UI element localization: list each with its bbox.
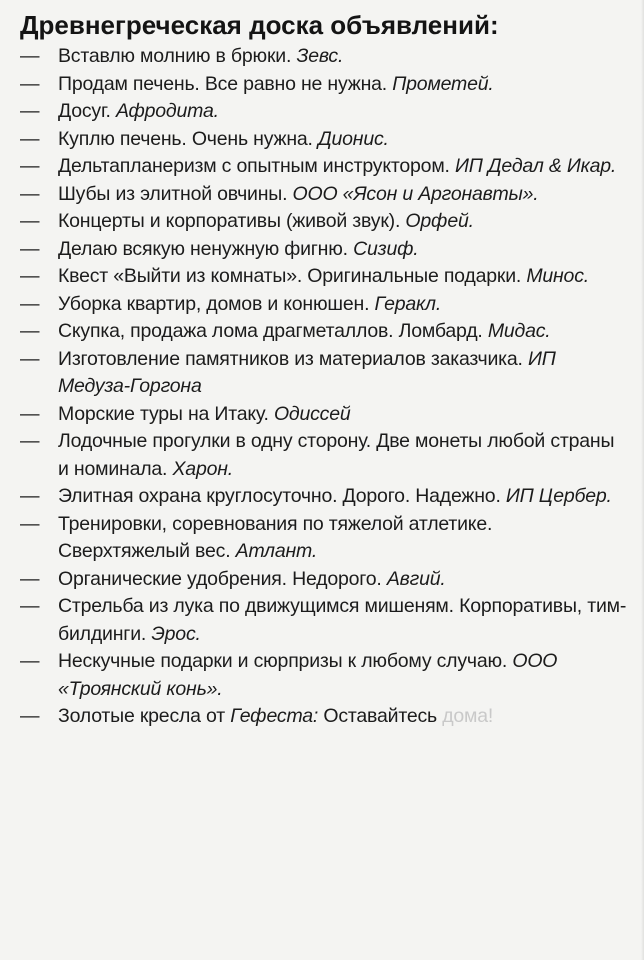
ad-dash: — (20, 100, 40, 122)
ad-dash: — (20, 650, 40, 672)
ad-author: Дионис. (317, 127, 389, 150)
ad-author: Афродита. (115, 100, 219, 122)
ad-author: ООО «Троянский конь». (58, 650, 558, 700)
ad-author: ИП Медуза-Горгона (58, 347, 556, 397)
ad-item (20, 98, 628, 126)
ad-text: Концерты и корпоративы (живой звук). (58, 210, 406, 232)
ad-author: Минос. (526, 265, 589, 287)
ad-item (20, 648, 628, 703)
ad-text: Золотые кресла от (58, 705, 231, 727)
ad-author: Геракл. (374, 292, 442, 315)
ad-dash: — (20, 347, 40, 370)
ad-item (20, 346, 628, 401)
ad-text: Стрельба из лука по движущимся мишеням. Корпоративы, тим-билдинги. (58, 595, 627, 645)
ad-dash: — (20, 705, 40, 727)
ad-tail: Оставайтесь (318, 705, 437, 727)
ad-dash: — (20, 320, 40, 342)
ad-tail-faded: дома! (437, 705, 494, 727)
ad-dash: — (20, 182, 40, 205)
ad-dash: — (20, 127, 40, 150)
ad-text: Уборка квартир, домов и конюшен. (58, 292, 375, 315)
ad-text: Досуг. (58, 100, 116, 122)
ad-dash: — (20, 595, 40, 617)
ad-author: Зевс. (296, 45, 344, 67)
ad-text: Морские туры на Итаку. (58, 402, 274, 425)
ad-author: Орфей. (405, 210, 474, 232)
ad-dash: — (20, 45, 40, 67)
ad-item (20, 291, 628, 319)
ad-author: Мидас. (487, 320, 551, 342)
ad-item (20, 43, 628, 71)
ad-item (20, 483, 628, 511)
ad-dash: — (20, 237, 40, 260)
ad-text: Тренировки, соревнования по тяжелой атлетике. Сверхтяжелый вес. (58, 512, 493, 562)
ad-dash: — (20, 430, 40, 452)
ad-author: Гефеста: (230, 705, 319, 727)
ad-author: Прометей. (392, 72, 494, 95)
ad-item (20, 428, 628, 483)
ad-item (20, 208, 628, 236)
ad-author: Атлант. (235, 540, 318, 562)
ad-author: ИП Цербер. (505, 485, 612, 507)
ad-text: Дельтапланеризм с опытным инструктором. (58, 155, 455, 177)
ad-text: Нескучные подарки и сюрпризы к любому случаю. (58, 650, 513, 672)
ad-author: Одиссей (273, 402, 351, 425)
ad-text: Куплю печень. Очень нужна. (58, 127, 318, 150)
ad-author: Сизиф. (353, 237, 419, 260)
ad-item (20, 71, 628, 99)
ad-item (20, 236, 628, 264)
ad-dash: — (20, 210, 40, 232)
ad-dash: — (20, 402, 40, 425)
ad-text: Шубы из элитной овчины. (58, 182, 293, 205)
ad-author: Авгий. (386, 567, 446, 590)
ad-text: Продам печень. Все равно не нужна. (58, 72, 393, 95)
ad-item (20, 181, 628, 209)
ad-list (20, 43, 628, 731)
ad-author: ИП Дедал & Икар. (454, 155, 617, 177)
ad-item (20, 263, 628, 291)
ad-item (20, 566, 628, 594)
board-title: Древнегреческая доска объявлений: (20, 10, 499, 40)
ad-dash: — (20, 567, 40, 590)
ad-item (20, 318, 628, 346)
ad-author: ООО «Ясон и Аргонавты». (292, 182, 539, 205)
ad-dash: — (20, 265, 40, 287)
ad-item (20, 401, 628, 429)
ad-text: Вставлю молнию в брюки. (58, 45, 297, 67)
ad-text: Элитная охрана круглосуточно. Дорого. Надежно. (58, 485, 506, 507)
ad-item (20, 511, 628, 566)
ad-text: Делаю всякую ненужную фигню. (58, 237, 354, 260)
ad-dash: — (20, 155, 40, 177)
ad-item (20, 153, 628, 181)
ad-author: Эрос. (151, 622, 201, 645)
ad-text: Органические удобрения. Недорого. (58, 567, 387, 590)
ad-dash: — (20, 72, 40, 95)
ad-author: Харон. (172, 457, 233, 480)
ad-text: Лодочные прогулки в одну сторону. Две монеты любой страны и номинала. (58, 430, 615, 480)
ad-item (20, 593, 628, 648)
ad-dash: — (20, 485, 40, 507)
ad-dash: — (20, 292, 40, 315)
ad-dash: — (20, 512, 40, 535)
ad-item (20, 703, 628, 731)
ad-item (20, 126, 628, 154)
ad-text: Изготовление памятников из материалов заказчика. (58, 347, 528, 370)
ad-text: Квест «Выйти из комнаты». Оригинальные подарки. (58, 265, 527, 287)
ad-text: Скупка, продажа лома драгметаллов. Ломбард. (58, 320, 488, 342)
